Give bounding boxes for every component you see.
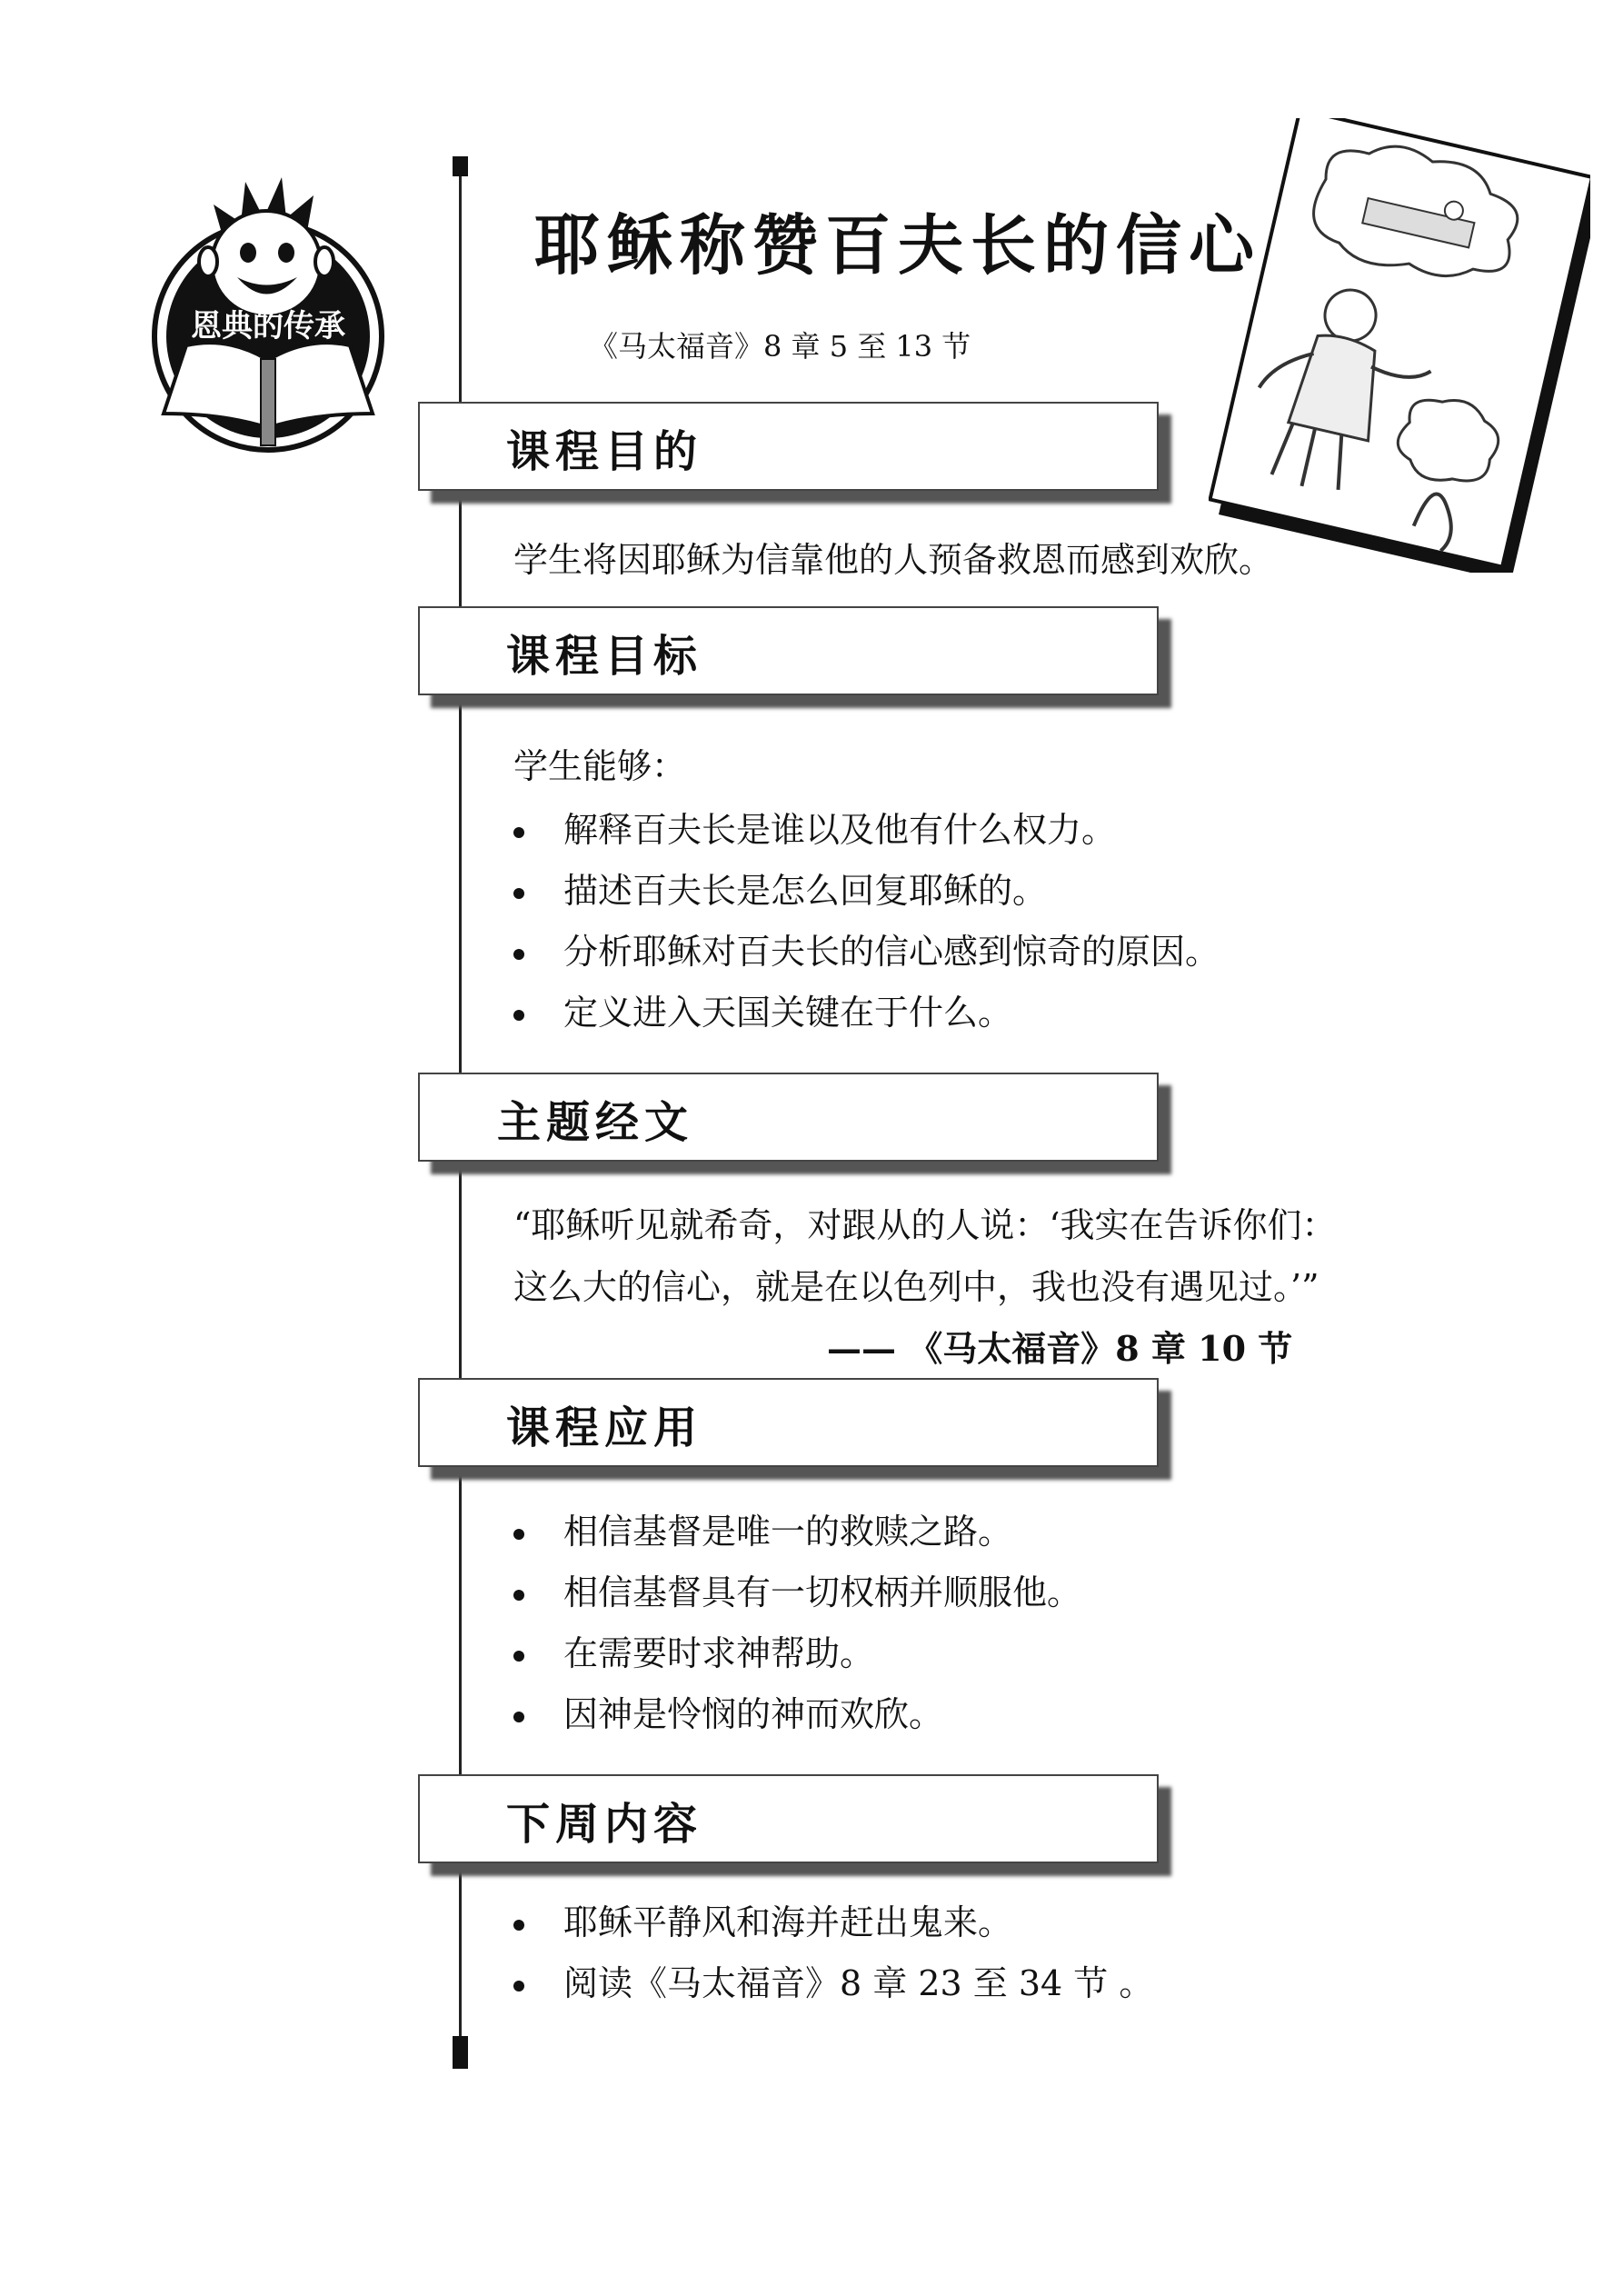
logo-text: 恩典的传承: [191, 308, 345, 344]
purpose-text: 学生将因耶稣为信靠他的人预备救恩而感到欢欣。: [513, 540, 1274, 580]
section-header-key-verse: [418, 1073, 1159, 1162]
list-item: 分析耶稣对百夫长的信心感到惊奇的原因。: [513, 922, 1220, 983]
list-item: 解释百夫长是谁以及他有什么权力。: [513, 800, 1220, 861]
section-header-objectives: [418, 606, 1159, 695]
section-heading: 课程目标: [506, 631, 703, 682]
list-item: 在需要时求神帮助。: [513, 1623, 1081, 1684]
heritage-logo: [150, 155, 386, 464]
section-header-purpose: [418, 402, 1159, 491]
list-item: 描述百夫长是怎么回复耶稣的。: [513, 861, 1220, 922]
list-item: 耶稣平静风和海并赶出鬼来。: [513, 1892, 1153, 1953]
objectives-intro: 学生能够：: [513, 746, 687, 786]
page-title: 耶稣称赞百夫长的信心: [534, 206, 1262, 284]
list-item: 因神是怜悯的神而欢欣。: [513, 1684, 1081, 1745]
section-heading: 课程应用: [506, 1403, 703, 1453]
section-header-next-week: [418, 1774, 1159, 1863]
objectives-list: [513, 800, 1220, 1043]
section-heading: 下周内容: [506, 1799, 703, 1850]
timeline-cap-top: [453, 156, 468, 176]
next-week-list: [513, 1892, 1153, 2014]
section-heading: 主题经文: [497, 1097, 694, 1148]
centurion-illustration: [1209, 118, 1590, 573]
timeline-cap-bottom: [453, 2036, 468, 2069]
scripture-reference: 《马太福音》8 章 5 至 13 节: [589, 329, 971, 364]
application-list: [513, 1502, 1081, 1745]
key-verse-line2: 这么大的信心，就是在以色列中，我也没有遇见过。’”: [513, 1267, 1319, 1307]
list-item: 相信基督是唯一的救赎之路。: [513, 1502, 1081, 1562]
key-verse-citation: —— 《马太福音》8 章 10 节: [827, 1328, 1293, 1369]
key-verse-line1: “耶稣听见就希奇，对跟从的人说：‘我实在告诉你们：: [513, 1205, 1337, 1245]
face-shape: [212, 211, 321, 316]
list-item: 相信基督具有一切权柄并顺服他。: [513, 1562, 1081, 1623]
section-heading: 课程目的: [506, 426, 703, 477]
list-item: 阅读《马太福音》8 章 23 至 34 节 。: [513, 1953, 1153, 2014]
list-item: 定义进入天国关键在于什么。: [513, 983, 1220, 1043]
section-header-application: [418, 1378, 1159, 1467]
